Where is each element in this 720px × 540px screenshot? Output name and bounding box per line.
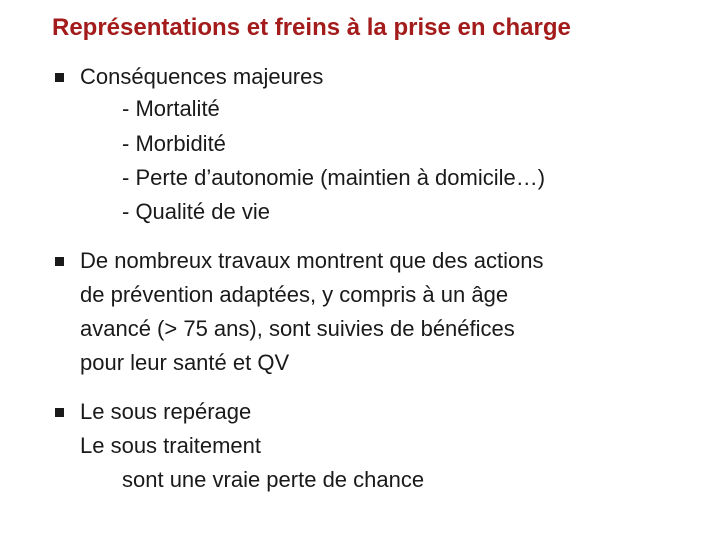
bullet-text-line: de prévention adaptées, y compris à un âge <box>80 282 509 307</box>
bullet-text-line: Le sous traitement <box>80 433 261 458</box>
sub-item-line: - Perte d’autonomie (maintien à domicile…) <box>122 165 546 190</box>
bullet-text-line: De nombreux travaux montrent que des actions <box>80 248 544 273</box>
sub-item-line: - Morbidité <box>122 131 226 156</box>
square-bullet-icon <box>55 408 64 417</box>
bullet-text-line: Le sous repérage <box>80 399 252 424</box>
bullet-text-line: sont une vraie perte de chance <box>122 467 425 492</box>
slide-title: Représentations et freins à la prise en charge <box>52 14 571 41</box>
sub-item-line: - Qualité de vie <box>122 199 270 224</box>
bullet-text-line: avancé (> 75 ans), sont suivies de bénéfices <box>80 316 515 341</box>
bullet-text-line: Conséquences majeures <box>80 64 324 89</box>
square-bullet-icon <box>55 257 64 266</box>
bullet-text-line: pour leur santé et QV <box>80 350 290 375</box>
square-bullet-icon <box>55 73 64 82</box>
sub-item-line: - Mortalité <box>122 96 220 121</box>
